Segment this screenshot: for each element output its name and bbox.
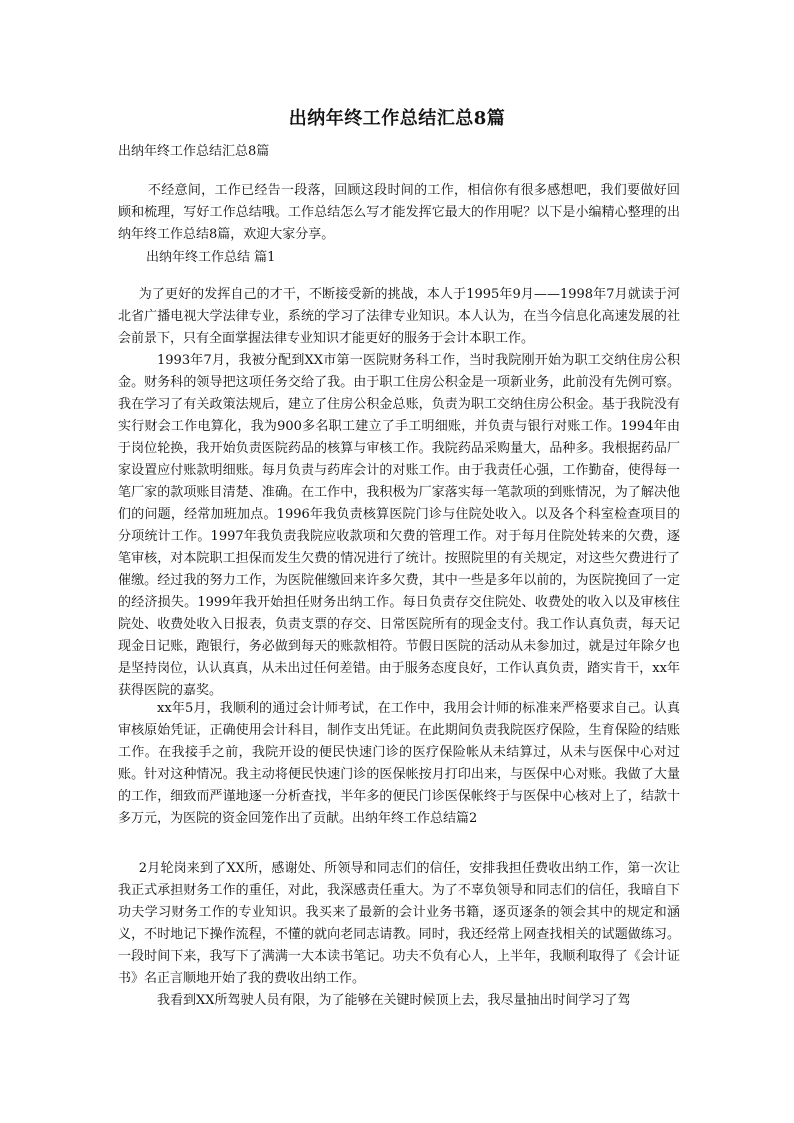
section-1-paragraph-3: xx年5月，我顺利的通过会计师考试，在工作中，我用会计师的标准来严格要求自己。认真审核原始凭证，正确使用会计科目，制作支出凭证。在此期间负责我院医疗保险，生育保险的结账工作。在我接手之前，我院开设的便民快速门诊的医疗保险帐从未结算过，从未与医保中心对过账。针对这种情况。我主动将便民快速门诊的医保帐按月打印出来，与医保中心对账。我做了大量的工作，细致而严谨地逐一分析查找，半年多的便民门诊医保帐终于与医保中心核对上了，结款十多万元，为医院的资金回笼作出了贡献。出纳年终工作总结篇2 xyxy=(118,701,680,826)
document-subtitle: 出纳年终工作总结汇总8篇 xyxy=(118,144,270,159)
section-1-paragraph-2: 1993年7月，我被分配到XX市第一医院财务科工作，当时我院刚开始为职工交纳住房公积金。财务科的领导把这项任务交给了我。由于职工住房公积金是一项新业务，此前没有先例可察。我在学习了有关政策法规后，建立了住房公积金总账，负责为职工交纳住房公积金。基于我院没有实行财会工作电算化，我为900多名职工建立了手工明细账，并负责与银行对账工作。1994年由于岗位轮换，我开始负责医院药品的核算与审核工作。我院药品采购量大，品种多。我根据药品厂家设置应付账款明细账。每月负责与药库会计的对账工作。由于我责任心强，工作勤奋，使得每一笔厂家的款项账目清楚、准确。在工作中，我积极为厂家落实每一笔款项的到账情况，为了解决他们的问题，经常加班加点。1996年我负责核算医院门诊与住院处收入。以及各个科室检查项目的分项统计工作。1997年我负责我院应收款项和欠费的管理工作。对于每月住院处转来的欠费，逐笔审核，对本院职工担保而发生欠费的情况进行了统计。按照院里的有关规定，对这些欠费进行了催缴。经过我的努力工作，为医院催缴回来许多欠费，其中一些是多年以前的，为医院挽回了一定的经济损失。1999年我开始担任财务出纳工作。每日负责存交住院处、收费处的收入以及审核住院处、收费处收入日报表，负责支票的存交、日常医院所有的现金支付。我工作认真负责，每天记现金日记账，跑银行，务必做到每天的账款相符。节假日医院的活动从未参加过，就是过年除夕也是坚持岗位，认认真真，从未出过任何差错。由于服务态度良好，工作认真负责，踏实肯干，xx年获得医院的嘉奖。 xyxy=(118,353,680,698)
document-title: 出纳年终工作总结汇总8篇 xyxy=(288,108,506,129)
section-2-paragraph-2: 我看到XX所驾驶人员有限，为了能够在关键时候顶上去，我尽量抽出时间学习了驾 xyxy=(157,993,631,1008)
section-1-heading: 出纳年终工作总结 篇1 xyxy=(146,250,276,265)
section-2-paragraph-1: 2月轮岗来到了XX所，感谢处、所领导和同志们的信任，安排我担任费收出纳工作，第一次让我正式承担财务工作的重任，对此，我深感责任重大。为了不辜负领导和同志们的信任，我暗自下功夫学习财务工作的专业知识。我买来了最新的会计业务书籍，逐页逐条的领会其中的规定和涵义，不时地记下操作流程，不懂的就向老同志请教。同时，我还经常上网查找相关的试题做练习。一段时间下来，我写下了满满一大本读书笔记。功夫不负有心人，上半年，我顺利取得了《会计证书》名正言顺地开始了我的费收出纳工作。 xyxy=(118,861,680,986)
section-1-paragraph-1: 为了更好的发挥自己的才干，不断接受新的挑战，本人于1995年9月——1998年7月就读于河北省广播电视大学法律专业，系统的学习了法律专业知识。本人认为，在当今信息化高速发展的社会前景下，只有全面掌握法律专业知识才能更好的服务于会计本职工作。 xyxy=(118,287,680,346)
intro-paragraph: 不经意间，工作已经告一段落，回顾这段时间的工作，相信你有很多感想吧，我们要做好回顾和梳理，写好工作总结哦。工作总结怎么写才能发挥它最大的作用呢？以下是小编精心整理的出纳年终工作总结8篇，欢迎大家分享。 xyxy=(118,183,680,242)
